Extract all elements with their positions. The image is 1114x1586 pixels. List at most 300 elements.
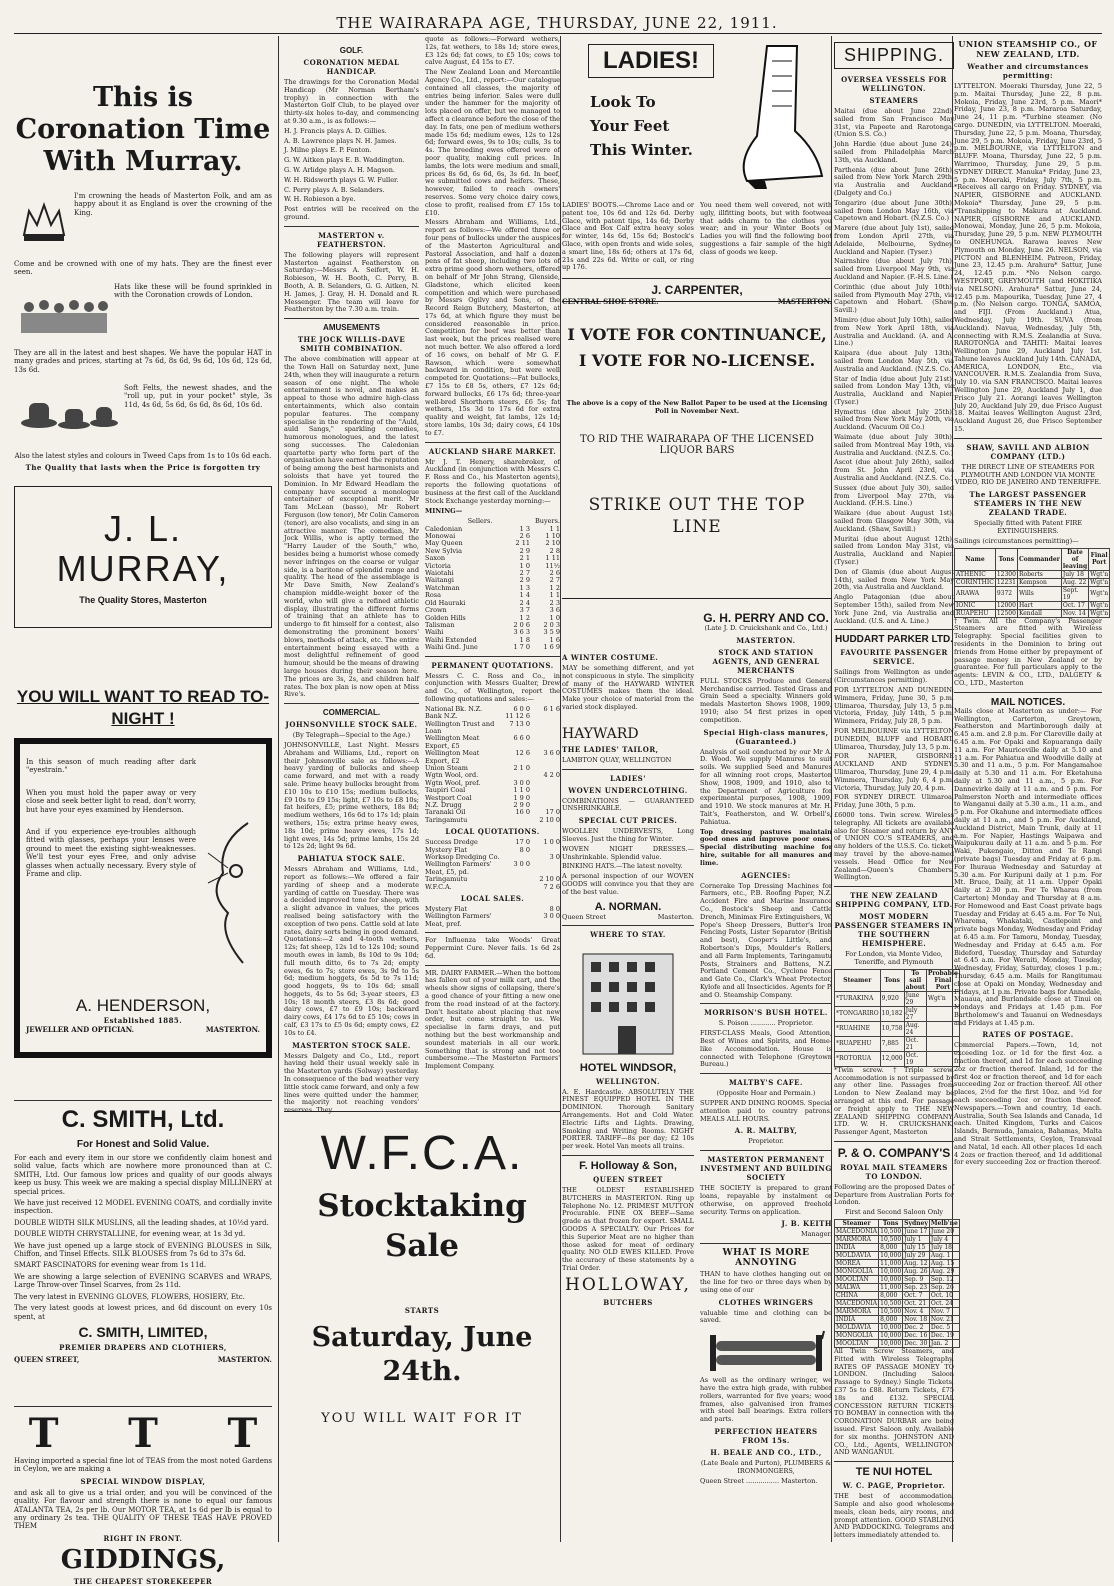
ssa-cell: 9372 bbox=[995, 586, 1017, 601]
henderson-ad bbox=[14, 686, 272, 1096]
mpi-heading: MASTERTON PERMANENT INVESTMENT AND BUILDING SOCIETY bbox=[700, 1155, 832, 1183]
ssa-cell: 12000 bbox=[996, 601, 1016, 609]
mining-name: Golden Hills bbox=[425, 613, 466, 622]
murray-text-4: They are all in the latest and best shapes. We have the popular HAT in many grades and prices, starting at 7s 6d, 8s 6d, 9s 6d, 10s 6d, 12s 6d, 13s 6d. bbox=[14, 348, 272, 374]
annoy-heading: WHAT IS MORE ANNOYING bbox=[722, 1248, 810, 1269]
ttt-text-2: SPECIAL WINDOW DISPLAY, bbox=[80, 1476, 206, 1486]
ssa-cell: 12300 bbox=[996, 570, 1016, 578]
ssa-cell: Wgt'n bbox=[1090, 578, 1109, 586]
nzs-cell: *RUAHINE bbox=[835, 1021, 881, 1036]
po-cell: Oct. 10 bbox=[929, 1292, 959, 1300]
ssa-column-header: Commander bbox=[1017, 548, 1061, 570]
huddart-text-6: £6000 tons. Twin screw. Wireless telegraphy. All tickets are available also for Steamer and return by ANY of UNION CO.'S STEAMERS, and any holders of the U.S.S. Co. tickets may travel by the above-named vessels. Head Office for New Zealand—Queen's Chambers, Wellington. bbox=[834, 810, 954, 882]
masthead: THE WAIRARAPA AGE, THURSDAY, JUNE 22, 1911. bbox=[336, 14, 778, 32]
ship-entry: Anglo Patagonian (due about September 15th), sailed from New York June 2nd, via Australia and Auckland. (U.S. and A. Line.) bbox=[834, 593, 954, 625]
holloway-footer: BUTCHERS bbox=[603, 1297, 653, 1307]
ssa-cell: RUAPEHU bbox=[955, 609, 996, 617]
permanent-heading: PERMANENT QUOTATIONS. bbox=[431, 660, 554, 670]
po-row bbox=[835, 1316, 960, 1324]
golf-text-1: The drawings for the Coronation Medal Handicap (Mr Norman Bertham's trophy) in connection with the Masterton Golf Club, to be played over thirty-six holes to-day, and commencing at 9.30 a.m., is as follows:— bbox=[284, 78, 419, 125]
mining-name: New Sylvia bbox=[425, 546, 462, 555]
tenui-heading: TE NUI HOTEL bbox=[855, 1466, 933, 1479]
smith-subtitle-2: PREMIER DRAPERS AND CLOTHIERS, bbox=[59, 1342, 227, 1352]
permanent-sellers: 11 12 6 bbox=[505, 712, 530, 721]
permanent-name: Taringamutu bbox=[425, 815, 468, 824]
smith-text-8: The very latest in EVENING GLOVES, FLOWERS, HOSIERY, Etc. bbox=[14, 1292, 245, 1301]
murray-text-1: I'm crowning the heads of Masterton Folk, and am as happy about it as England is over the crowning of the King. bbox=[74, 192, 272, 217]
po-row bbox=[835, 1332, 960, 1340]
permanent-name: N.Z. Drugg bbox=[425, 801, 462, 809]
stay-heading: WHERE TO STAY. bbox=[590, 929, 666, 939]
mining-buyers: 1 0 bbox=[549, 613, 560, 622]
mining-heading: MINING— bbox=[425, 507, 463, 516]
ssa-cell: ARAWA bbox=[955, 586, 996, 601]
annoy-text-1: THAN to have clothes hanging out on the line for two or three days when by using one of our bbox=[700, 1270, 832, 1294]
mining-col: Sellers. bbox=[467, 517, 493, 526]
mining-buyers: 2 3 bbox=[549, 598, 560, 607]
mining-row bbox=[425, 622, 560, 629]
tenui-subheading: W. C. PAGE, Proprietor. bbox=[842, 1481, 946, 1491]
smith-text-4: DOUBLE WIDTH CHRYSTALLINE, for evening wear, at 1s 3d yd. bbox=[14, 1230, 246, 1239]
holloway-text: THE OLDEST ESTABLISHED BUTCHERS in MASTERTON. Ring up Telephone No. 12. PRIMEST MUTTON Procurable. FINE OX BEEF—Same grade as that frozen for export. SMALL GOODS A SPECIALTY. Our Prices for this Superior Meat are no higher than those asked for meat of ordinary quality. NO OLD EWES KILLED. Prove the accuracy of these statements by a Trial Order. bbox=[562, 1185, 694, 1272]
local-sellers: 3 0 0 bbox=[513, 860, 530, 869]
mining-sellers: 2 11 bbox=[515, 539, 530, 548]
ship-entry: Tongariro (due about June 30th), sailed from London May 16th, via Capetown and Hobart. (N.Z.S. Co.) bbox=[834, 198, 954, 223]
ssa-row bbox=[955, 609, 1110, 617]
nzs-column-header: Probable Final Port bbox=[927, 969, 958, 991]
ssa-row bbox=[955, 570, 1110, 578]
nzs-row bbox=[835, 991, 960, 1006]
po-row bbox=[835, 1260, 960, 1268]
mining-name: Saxon bbox=[425, 554, 446, 563]
po-cell: Aug. 1 bbox=[929, 1252, 959, 1260]
ladies-line-2: Your Feet bbox=[590, 117, 670, 135]
permanent-sellers: 7 13 0 bbox=[509, 719, 530, 728]
mining-sellers: 1 4 bbox=[519, 591, 530, 600]
murray-ad bbox=[14, 82, 272, 656]
ssa-column-header: Date of leaving bbox=[1062, 548, 1088, 570]
permanent-row bbox=[425, 750, 560, 765]
po-cell: Dec. 2 bbox=[903, 1324, 930, 1332]
sales-buyers: 3 0 0 bbox=[543, 912, 560, 921]
vote-no-license: I VOTE FOR NO-LICENSE. bbox=[578, 351, 816, 370]
smith-text-5: We have just opened up a large stock of EVENING BLOUSES in Silk, Chiffon, and Tinsel Effects. SILK BLOUSES from 7s 6d to 37s 6d. bbox=[14, 1241, 272, 1259]
ssa-heading: SHAW, SAVILL AND ALBION COMPANY (LTD.) bbox=[966, 442, 1090, 461]
ssa-cell: Wgt'n bbox=[1090, 601, 1109, 609]
ttt-text-4: RIGHT IN FRONT. bbox=[103, 1533, 183, 1543]
ladies-headline: LADIES! bbox=[603, 47, 699, 74]
mining-sellers: 3 6 3 bbox=[513, 628, 530, 637]
ship-entry: Ascot (due about July 26th), sailed from St. John April 23rd, via Australia and Auckland. (N.Z.S. Co.) bbox=[834, 458, 954, 483]
norman-street: Queen Street bbox=[562, 912, 606, 921]
mining-name: Monowai bbox=[425, 532, 456, 541]
ssa-cell: 12231 bbox=[996, 578, 1016, 586]
permanent-buyers: 17 0 bbox=[545, 808, 560, 817]
ssa-cell: July 18 bbox=[1061, 570, 1088, 578]
woven-text-5: BINKING HATS.—The latest novelty. bbox=[562, 862, 683, 871]
mining-sellers: 2 9 bbox=[519, 576, 530, 585]
col3-right bbox=[700, 603, 832, 1487]
permanent-buyers bbox=[530, 721, 560, 736]
carpenter-name: J. CARPENTER, bbox=[651, 283, 743, 298]
ssa-cell: Wgt'n bbox=[1090, 570, 1109, 578]
po-cell: Aug. 12 bbox=[904, 1260, 928, 1268]
ssa-cell: CORINTHIC bbox=[956, 578, 994, 586]
smith-name: C. SMITH, Ltd. bbox=[61, 1106, 225, 1133]
perry-town: MASTERTON. bbox=[736, 635, 796, 645]
permanent-name: Wellington Meat Export, £5 bbox=[425, 734, 480, 750]
ladies-ad bbox=[562, 36, 832, 307]
mining-sellers: 2 4 bbox=[519, 598, 530, 607]
commercial-text-2: JOHNSONVILLE, Last Night. Messrs Abraham and Williams, Ltd., report on their Johnsonville sale as follows:—A heavy yarding of bullocks and sheep came forward, and met with a ready sale. Prime heavy bullocks brought from £10 10s to £10 15s; medium bullocks, £9 10s to £9 15s; light, £7 10s to £8 10s; fat heifers, £5; prime wethers, 18s 8d; medium wethers, 16s 6d to 17s 1d; plain wethers, 15s; extra prime heavy ewes, 18s 10d; prime heavy ewes, 17s 1d; light ewes, 14s 5d; prime lambs, 15s 2d to 12s 2d; light 9s 6d. bbox=[284, 740, 419, 851]
local-buyers: 1 0 0 bbox=[543, 838, 560, 847]
sales-name: Mystery Flat bbox=[425, 905, 468, 914]
nzs-cell: *ROTORUA bbox=[835, 1051, 881, 1066]
po-cell: MARMORA bbox=[835, 1308, 879, 1316]
po-cell: INDIA bbox=[835, 1244, 879, 1252]
permanent-sellers: 6 6 0 bbox=[513, 734, 530, 743]
permanent-buyers: 4 2 0 bbox=[543, 771, 560, 780]
mining-buyers: 2 10 bbox=[545, 539, 560, 548]
permanent-row bbox=[425, 721, 560, 736]
mining-sellers: 2 0 6 bbox=[513, 620, 530, 629]
market-text-3: Messrs Abraham and Williams, Ltd., report as follows:—We offered three or four pens of bullocks under the auspices of the Masterton Agricultural and Pastoral Association, and half a dozen pens of fat sheep, including two lots of extra prime good shorn wethers, offered on behalf of Mr John Strang, Glenside, Gladstone, which elicited keen competition and which were purchased by Messrs Ogilvy and Sons, of the Record Reign Butchery, Masterton, at 17s 6d, at which figure they must be considered reasonable in price. Competition for beef was better than last week, but the prices realised were not much better. We also offered a lord of 16 cows, on behalf of Mr G. F. Rawson, which were somewhat backward in condition, but were well competed for. Quotations:—Fat bullocks, £7 15s to £8 5s, others, £7 12s 6d; forward bullocks, £6 17s 6d; three-year well-bred Shorthorn steers, £6 5s; fat wethers, 15s 3d to 17s 6d for extra quality and weight, fat lambs, 12s 1d; store lambs, 10s 3d; dairy cows, £4 10s to £7. bbox=[425, 218, 560, 437]
hayward-name: HAYWARD bbox=[562, 725, 639, 742]
huddart-text-2: FOR LYTTELTON AND DUNEDIN: Wimmera, Friday, June 30, 5 p.m. Ulimaroa, Thursday, July 13, 5 p.m. Victoria, Friday, July 14th, 5 p.m. Wimmera, Friday, July 28, 5 p.m. bbox=[834, 686, 954, 726]
permanent-buyers: 3 6 0 bbox=[543, 749, 560, 758]
po-cell: June 17 bbox=[904, 1228, 928, 1236]
murray-text-6: Also the latest styles and colours in Tweed Caps from 1s to 10s 6d each. bbox=[14, 452, 272, 461]
ssa-cell: Kempson bbox=[1017, 578, 1061, 586]
steamers-label: STEAMERS bbox=[869, 96, 919, 105]
mining-name: Talisman bbox=[425, 620, 455, 629]
sales-buyers: 8 0 bbox=[549, 905, 560, 914]
po-cell: 10,500 bbox=[880, 1228, 902, 1236]
giddings-name: GIDDINGS, bbox=[60, 1544, 226, 1575]
po-cell: Aug. 26 bbox=[904, 1268, 928, 1276]
ssa-table bbox=[954, 548, 1110, 618]
po-cell: 8,000 bbox=[879, 1316, 903, 1324]
permanent-name: Wgtn Wool, ord. bbox=[425, 771, 479, 780]
permanent-name: Taupiri Coal bbox=[425, 786, 466, 795]
beale-name: H. BEALE AND CO., LTD., bbox=[710, 1448, 822, 1457]
po-row bbox=[835, 1244, 960, 1252]
po-cell: 10,500 bbox=[880, 1308, 902, 1316]
ship-list bbox=[834, 108, 954, 625]
ship-entry: John Hardie (due about June 24), sailed from Philadelphia March 13th, via Auckland. bbox=[834, 140, 954, 164]
huddart-subheading: FAVOURITE PASSENGER SERVICE. bbox=[840, 648, 948, 667]
murray-text-2: Come and be crowned with one of my hats. They are the finest ever seen. bbox=[14, 260, 272, 277]
smith-text-2: We have just received 12 MODEL EVENING COATS, and cordially invite inspection. bbox=[14, 1199, 272, 1216]
mining-row bbox=[425, 644, 560, 651]
ship-entry: Parthenia (due about June 26th), sailed from New York March 29th, via Australia and Auckland. (Dalgety and Co.) bbox=[834, 165, 954, 197]
local-row bbox=[425, 861, 560, 876]
woven-text-3: WOOLLEN UNDERVESTS, Long Sleeves. Just the thing for Winter. bbox=[562, 827, 694, 843]
usc-subheading: Weather and circumstances permitting: bbox=[967, 62, 1089, 80]
local-row bbox=[425, 884, 560, 891]
permanent-sellers: 3 0 0 bbox=[513, 778, 530, 787]
permanent-name: Union Steam bbox=[425, 763, 468, 772]
market-text-1: quote as follows:—Forward wethers, 12s, fat wethers, to 18s 1d; store ewes, £3 12s 6d; fat cows, to £5 10s; cows to calve August, £4 15s to £7. bbox=[425, 35, 560, 67]
rates-heading: RATES OF POSTAGE. bbox=[982, 1030, 1074, 1040]
golf-pairing: W. H. Robieson a bye. bbox=[284, 195, 356, 204]
po-cell: 10,000 bbox=[880, 1340, 902, 1348]
po-row bbox=[835, 1308, 960, 1316]
mining-sellers: 2 1 bbox=[519, 554, 530, 563]
mining-name: Crown bbox=[425, 606, 447, 615]
column-2 bbox=[284, 36, 560, 1542]
column-divider bbox=[560, 36, 561, 1542]
ssa-cell: Kendall bbox=[1017, 609, 1061, 617]
perry-subtitle: (Late J. D. Cruickshank and Co., Ltd.) bbox=[704, 624, 828, 632]
ship-entry: Star of India (due about July 21st), sailed from London May 13th, via Australia, Auckland and Napier. (Tyser.) bbox=[834, 374, 954, 406]
po-row bbox=[835, 1276, 960, 1284]
local-buyers: 7 2 6 bbox=[543, 882, 560, 891]
ship-entry: Hymettus (due about July 25th), sailed from New York May 20th, via Auckland. (Vacuum Oil Co.) bbox=[834, 407, 954, 432]
nzs-row bbox=[835, 1036, 960, 1051]
amusements-subheading: THE JOCK WILLIS-DAVE SMITH COMBINATION. bbox=[297, 335, 406, 354]
mining-buyers: 2 0 3 bbox=[543, 620, 560, 629]
henderson-text-1: In this season of much reading after dark "eyestrain." bbox=[26, 758, 196, 775]
mining-buyers: 3 5 9 bbox=[543, 628, 560, 637]
po-table bbox=[834, 1219, 960, 1348]
holloway-big: HOLLOWAY, bbox=[565, 1274, 691, 1295]
commercial-subheading-2: PAHIATUA STOCK SALE. bbox=[297, 854, 406, 864]
eye-face-illustration bbox=[196, 808, 260, 988]
hayward-subtitle: THE LADIES' TAILOR, bbox=[562, 744, 659, 754]
perry-subtitle-2: STOCK AND STATION AGENTS, AND GENERAL MERCHANTS bbox=[712, 647, 820, 675]
mining-name: Watchman bbox=[425, 583, 460, 592]
wfca-title: W.F.C.A. bbox=[320, 1127, 524, 1180]
local-name: W.F.C.A. bbox=[425, 882, 452, 891]
mining-row bbox=[425, 585, 560, 592]
ship-entry: Waimate (due about July 30th), sailed from Montreal May 19th, via Australia and Auckland. (N.Z.S. Co.) bbox=[834, 433, 954, 457]
nzs-row bbox=[835, 1051, 960, 1066]
huddart-heading: HUDDART PARKER LTD. bbox=[835, 634, 953, 646]
mining-name: Waihi Extended bbox=[425, 635, 477, 644]
po-row bbox=[835, 1300, 960, 1308]
permanent-sellers: 1 9 0 bbox=[513, 793, 530, 802]
morrison-subtitle: S. Poison ............ Proprietor. bbox=[718, 1019, 814, 1028]
permanent-sellers: 16 0 bbox=[515, 808, 530, 817]
local-sellers bbox=[500, 876, 530, 883]
po-cell: CHINA bbox=[835, 1292, 879, 1300]
smith-subtitle: For Honest and Solid Value. bbox=[76, 1139, 210, 1150]
ssa-cell: Nov. 14 bbox=[1061, 609, 1088, 617]
po-row bbox=[835, 1252, 960, 1260]
permanent-buyers bbox=[530, 735, 560, 750]
mining-table bbox=[425, 518, 560, 651]
po-cell: MALWA bbox=[835, 1284, 879, 1292]
ssa-cell: Sept. 19 bbox=[1061, 586, 1088, 601]
po-cell: Oct. 21 bbox=[903, 1300, 930, 1308]
mining-sellers: 3 7 bbox=[519, 606, 530, 615]
huddart-text-5: FOR SYDNEY DIRECT. Ulimaroa, Friday, June 30th, 5 p.m. bbox=[834, 793, 954, 810]
nzs-column-header: Steamer bbox=[835, 969, 881, 991]
ssa-row bbox=[955, 578, 1110, 586]
po-cell: 10,000 bbox=[880, 1268, 902, 1276]
woven-heading: LADIES' bbox=[610, 773, 646, 783]
po-column-header: Melb'ne bbox=[930, 1220, 958, 1228]
mining-sellers: 1 8 bbox=[519, 635, 530, 644]
po-cell: MOLDAVIA bbox=[835, 1252, 879, 1260]
usc-heading: UNION STEAMSHIP CO., OF NEW ZEALAND, LTD. bbox=[958, 39, 1098, 59]
commercial-heading: COMMERCIAL. bbox=[322, 708, 381, 718]
boot-illustration bbox=[722, 36, 832, 196]
ladies-text-2: You need them well covered, not with ugly, illfitting boots, but with footwear that adds charm to the clothes you wear; and in your Winter Boots or Ladies you will find the following boot suggestions a fair sample of the high class of goods we keep. bbox=[700, 201, 832, 256]
mining-sellers: 1 3 bbox=[519, 524, 530, 533]
permanent-buyers bbox=[530, 787, 560, 794]
permanent-table bbox=[425, 706, 560, 825]
mining-name: Waihi bbox=[425, 628, 444, 637]
po-row bbox=[835, 1284, 960, 1292]
maltby-subtitle: (Opposite Hoar and Permain.) bbox=[716, 1089, 816, 1098]
po-cell: Sep. 23 bbox=[903, 1284, 930, 1292]
permanent-sellers: 2 1 0 bbox=[513, 763, 530, 772]
mining-buyers: 1 6 bbox=[549, 635, 560, 644]
mail-heading: MAIL NOTICES. bbox=[990, 696, 1066, 708]
norman-town: Masterton. bbox=[657, 912, 694, 921]
nzs-cell: *RUAPEHU bbox=[835, 1036, 881, 1051]
huddart-text-1: Sailings from Wellington as under (Circumstances permitting). bbox=[834, 668, 954, 685]
rates-text: Commercial Papers.—Town, 1d, not exceeding 1oz. or 1d for the first 4oz. a fraction thereof, and 1d for each succeeding 2oz or fraction thereof. Inland, 1d for the first 4oz or fraction thereof, and 1d for each succeeding 2oz or fraction thereof. All other places, 2½d for the first 10oz. and ½d for each succeeding 2oz or fraction thereof. Newspapers.—Town and country, 1d each. Australia, South Sea Islands and Canada, 1d each. United Kingdom, Turks and Caicos Islands, Bermuda, Jamaica, Bahamas, Malta and Strait Settlements, Ceylon, Transvaal and Natal, 1d each. All other places 1d each 4 2ozs or fraction thereof, and 1d additional for every succeeding 2oz or fraction thereof. bbox=[954, 1041, 1102, 1167]
po-cell: Aug. 29 bbox=[929, 1268, 959, 1276]
po-cell: MARMORA bbox=[835, 1236, 879, 1244]
nzs-column-header: To sail about bbox=[905, 969, 925, 991]
ladies-text-1: LADIES' BOOTS.—Chrome Lace and or patent toe, 10s 6d and 12s 6d. Derby Glace, with patent tips, 14s 6d; Derby Glace and Box Calf extra heavy soles for winter, 14s 6d, 15s 6d; Bostock's Glace, with open fronts and wide soles, a smart line, 18s 6d; others at 17s 6d, 21s and 22s 6d. Write or call, or ring up 176. bbox=[562, 201, 694, 272]
nzs-header bbox=[835, 969, 960, 991]
po-cell: 8,000 bbox=[879, 1292, 903, 1300]
mining-row bbox=[425, 548, 560, 555]
murray-text-5: Soft Felts, the newest shades, and the "roll up, put in your pocket" style, 3s 11d, 4s 6d, 5s 6d, 6s 6d, 8s 6d, 10s 6d. bbox=[124, 384, 272, 409]
golf-text-2: Post entries will be received on the ground. bbox=[284, 205, 419, 221]
huddart-text-4: FOR NAPIER, GISBORNE AUCKLAND AND SYDNEY. Ulimaroa, Thursday, June 29, 4 p.m. Wimmera, Thursday, July 6, 4 p.m. Victoria, Thursday, July 20, 4 p.m. bbox=[834, 752, 954, 792]
po-cell: 10,000 bbox=[880, 1324, 902, 1332]
nzs-column-header: Tons bbox=[880, 969, 904, 991]
annoy-text-2: CLOTHES WRINGERS bbox=[718, 1297, 814, 1307]
golf-subheading-2: MASTERTON v. FEATHERSTON. bbox=[316, 230, 387, 249]
po-cell: INDIA bbox=[835, 1316, 879, 1324]
sales-row bbox=[425, 913, 560, 928]
po-cell: 10,000 bbox=[880, 1276, 902, 1284]
nzs-cell: June 29 bbox=[904, 991, 926, 1006]
permanent-sellers: 2 9 0 bbox=[513, 801, 530, 809]
mining-sellers: 1 3 bbox=[519, 583, 530, 592]
usc-text: LYTTELTON. Moeraki Thursday, June 22, 5 p.m. Maitai Thursday, June 22, 8 p.m. Mokoia, Friday, June 23rd, 5 p.m. Maori* Friday, June 23, 8 p.m. Mararoa Saturday, June 24, 11 p.m. *Turbine steamer. (No cargo. DUNEDIN, via LYTTELTON. Moeraki, Thursday, June 22, 5 p.m. Moana, Thursday, June 29, 5 p.m. Mokoia, Friday, June 23rd, 5 p.m. MELBOURNE, via LYTTELTON and BLUFF. Moana, Thursday, June 22, 5 p.m. Warrimoo, Thursday, June 29, 5 p.m. SYDNEY DIRECT. Manuka* Friday, June 23, 5 p.m. Moeraki, Friday, July 7th, 5 p.m. *Receives all cargo on Friday. SYDNEY, via NAPIER, GISBORNE and AUCKLAND. Mokoia* Thursday, June 29, 5 p.m. *Transhipping to Makura at Auckland. NAPIER, GISBORNE and AUCKLAND. Monowai, Monday, June 26, 5 p.m. Mokoia, Thursday, June 29, 5 p.m. NEW PLYMOUTH to ONEHUNGA. Rarawa leaves New Plymouth on Monday, June 26. NELSON, via PICTON and BLENHEIM. Patreon, Friday, June 23, 12.45 p.m. Arahura* Sattur, June 24, 12.45 p.m. *No Nelson cargo. WESTPORT, GREYMOUTH (and HOKITIKA via NELSON). Arahura* Sattur, June 24, 12.45 p.m. Mapourika, Tuesday, June 27, 4 p.m. (No Nelson cargo. TONGA, SAMOA, and FIJI. (From Auckland.) Atua, Wednesday, July 19th. SUVA (from Auckland). Navua, Wednesday, July 5th, connecting with R.M.S. Zealandia at Suva. RAROTONGA and TAHITI: Maitai leaves Wellington June 29, Auckland July 1st. Tahune leaves Auckland July 14th. CANADA, AMERICA, LONDON, Etc., via VANCOUVER. R.M.S. Zealandia from Suva, July 10. via SAN FRANCISCO. Maitai leaves Wellington June 29, Auckland July 1, due Frisco July 21. Aorangi leaves Wellington July 20, Auckland July 29, due Frisco August 18. Maitai leaves Wellington August 23rd, Auckland August 26, due Frisco September 15. bbox=[954, 82, 1102, 434]
perry-text-5: Cornerake Top Dressing Machines for Farmers, etc., P.B. Roofing Paper, N.Z. Accident Fire and Marine Insurance Co., Bostock's Sheep and Cattle Drench, Minimax Fire Extinguishers, W. Pope's Sheep Dressers, Butter's Iron Fencing Posts, Lister Separator (British and best), Cooper's Little's, and Robertson's Dips, Moulder's Rollers, and all Farm Implements, Taringamutu Posts, Strainers and Battens, N.Z. Portland Cement Co., Cyclone Fence and Gate Co., Clark's Wheat Protector, Kylofe and all Insecticides. Agents for P. and O. Steamship Company. bbox=[700, 881, 832, 999]
sales-sellers bbox=[500, 913, 530, 928]
license-ad bbox=[562, 301, 832, 598]
ssa-row bbox=[955, 601, 1110, 609]
po-cell: MACEDONIA bbox=[836, 1228, 878, 1236]
ship-entry: Muritai (due about August 12th), sailed from London May 31st, via Australia, Auckland and Napier. (Tyser.) bbox=[834, 534, 954, 567]
ssa-cell: Wgt'n bbox=[1089, 586, 1110, 601]
po-column-header: Tons bbox=[879, 1220, 903, 1228]
mining-buyers: 1 6 9 bbox=[543, 643, 560, 652]
po-cell: June 20 bbox=[929, 1228, 959, 1236]
mining-sellers: 1 7 0 bbox=[513, 643, 530, 652]
mpi-name: J. B. KEITH bbox=[781, 1219, 832, 1229]
smith-town: MASTERTON. bbox=[217, 1354, 272, 1364]
po-text-2: First and Second Saloon Only bbox=[844, 1208, 944, 1217]
po-cell: 8,000 bbox=[879, 1244, 903, 1252]
smith-name-2: C. SMITH, LIMITED, bbox=[78, 1323, 208, 1340]
smith-text-9: The very latest goods at lowest prices, and 6d discount on every 10s spent, at bbox=[14, 1304, 272, 1321]
beale-town: Queen Street ................ Masterton. bbox=[700, 1476, 818, 1485]
po-cell: 11,000 bbox=[880, 1260, 902, 1268]
rid-line: TO RID THE WAIRARAPA OF THE LICENSED LIQUOR BARS bbox=[580, 433, 814, 456]
woven-text-6: A personal inspection of our WOVEN GOODS will convince you that they are of the best value. bbox=[562, 872, 694, 896]
col3-left bbox=[562, 603, 694, 1487]
maltby-heading: MALTBY'S CAFE. bbox=[729, 1078, 803, 1088]
column-divider bbox=[278, 36, 279, 1542]
morrison-text: FIRST-CLASS Meals, Good Attention, Best of Wines and Spirits, and Home-like Accommodation. House is connected with Telephone (Greytown Bureau.) bbox=[700, 1029, 832, 1069]
hats-illustration bbox=[14, 384, 124, 440]
nzs-cell: 10,758 bbox=[880, 1021, 904, 1036]
influenza-notice: For Influenza take Woods' Great Peppermint Cure. Never fails. 1s 6d 2s 6d. bbox=[425, 936, 560, 960]
mining-buyers: 3 6 bbox=[549, 606, 560, 615]
po-cell: Oct. 7 bbox=[903, 1292, 930, 1300]
carpenter-subtitle: CENTRAL SHOE STORE. bbox=[562, 297, 659, 307]
permanent-name: National Bk. N.Z. bbox=[425, 704, 483, 713]
po-text-3: All Twin Screw Steamers, and Fitted with Wireless Telegraphy. RATES OF PASSAGE MONEY TO LONDON. (Including Saloon Passage to Sydney.) Single Tickets, £37 5s to £88. Return Tickets, £75 18s and £132. SPECIAL CONCESSION RETURN TICKETS TO BOMBAY in connection with the CORONATION DURBAR are being issued. First Saloon only. Available for six months. JOHNSTON AND CO., Ltd., Agents, WELLINGTON AND WANGANUI. bbox=[834, 1347, 954, 1457]
ship-entry: Nairnshire (due about July 7th), sailed from Liverpool May 9th, via Auckland and Napier. (F.-H.S. Line.) bbox=[834, 257, 954, 281]
permanent-text: Messrs C. C. Ross and Co., in conjunction with Messrs Gualter, Drew and Co., of Wellington, report the following quotations and sales:— bbox=[425, 671, 560, 703]
nzs-cell: Wgt'n bbox=[926, 991, 959, 1006]
woven-text-1: COMBINATIONS — GUARANTEED UNSHRINKABLE. bbox=[562, 796, 694, 813]
mining-sellers: 1 2 bbox=[519, 613, 530, 622]
po-row bbox=[835, 1292, 960, 1300]
ladies-line-3: This Winter. bbox=[590, 141, 693, 159]
ssa-cell: Hart bbox=[1017, 601, 1061, 609]
po-cell: Nov. 18 bbox=[903, 1316, 930, 1324]
murray-name: J. L. MURRAY, bbox=[56, 508, 230, 590]
mining-name: Waihi Gnd. June bbox=[425, 643, 478, 652]
holloway-subtitle: QUEEN STREET bbox=[593, 1174, 663, 1184]
po-cell: 10,500 bbox=[880, 1300, 902, 1308]
woven-text-2: SPECIAL CUT PRICES. bbox=[578, 816, 678, 826]
henderson-text-3: And if you experience eye-troubles although fitted with glasses, perhaps your lenses were ground to meet the existing sight-weaknesses. We'll test your eyes Free, and only advise glasses when actually necessary. Every style of Frame and clip. bbox=[26, 828, 196, 879]
sales-sellers bbox=[500, 906, 530, 913]
po-header bbox=[835, 1220, 960, 1228]
local-sellers bbox=[500, 884, 530, 891]
nzs-cell: 7,885 bbox=[880, 1036, 904, 1051]
ssa-cell: 12500 bbox=[996, 609, 1016, 617]
po-cell: Nov. 4 bbox=[903, 1308, 930, 1316]
po-row bbox=[835, 1324, 960, 1332]
annoy-text-4: As well as the ordinary wringer, we have the extra high grade, with rubber rollers, warranted for five years; wood frames, also galvanised iron frames with steel ball bearings. Extra rollers and parts. bbox=[700, 1376, 832, 1424]
shipping-subheading: OVERSEA VESSELS FOR WELLINGTON. bbox=[841, 75, 947, 93]
ssa-text-2: Specially fitted with Patent FIRE EXTINGUISHERS. bbox=[973, 519, 1083, 536]
permanent-name: Taranaki Oil bbox=[425, 808, 466, 817]
hayward-town: LAMBTON QUAY, WELLINGTON bbox=[562, 755, 672, 764]
ssa-column-header: Name bbox=[955, 548, 996, 570]
smith-text-7: We are showing a large selection of EVENING SCARVES and WRAPS, Large Throw-over Tinsel Scarves, from 2s 11d. bbox=[14, 1272, 272, 1290]
commercial-subheading-3: MASTERTON STOCK SALE. bbox=[292, 1040, 411, 1050]
tenui-text: THE best of accommodation, Sample and also good wholesome meals, clean beds, airy rooms, and prompt attention. GOOD STABLING AND PADDOCKING. Telegrams and letters immediately attended to. bbox=[834, 1492, 954, 1540]
po-cell: 10,000 bbox=[880, 1332, 902, 1340]
perry-name: G. H. PERRY AND CO. bbox=[703, 611, 829, 625]
starts-label: STARTS bbox=[404, 1306, 440, 1315]
nzs-cell: Oct. 19 bbox=[904, 1051, 926, 1066]
nzs-cell: Oct. 21 bbox=[904, 1036, 926, 1051]
commercial-text-3: Messrs Abraham and Williams, Ltd., report as follows:—We offered a fair yarding of sheep and a moderate yarding of cattle on Tuesday. There was a decided improved tone for sheep, with a slight advance in values, the prices realised being satisfactory with the exception of two pens. Cattle sold at late rates, dairy sorts being in good demand. Quotations:—2 and 4-tooth wethers, 12s; fat sheep, 12s 1d to 12s 10d; sound mouth ewes in lamb, 8s 10d to 9s 10d; full mouth ditto, 6s to 7s 2d; empty ewes, 6s to 7s; store ewes, 3s 9d to 5s 6d; medium hoggets, 6s 5d to 7s 11d; good hoggets, 9s to 10s 6d; small hoggets, 4s to 5s 6d; 3-year steers, £3 10s; 18 month steers, £3 8s 6d; good dairy cows, £7 to £9 10s; backward dairy cows, £4 17s 6d to £5 10s; cows in calf, £3 17s to £5 0s 6d; empty cows, £2 10s to £4. bbox=[284, 865, 419, 1037]
ttt-text-1: Having imported a special fine lot of TEAS from the most noted Gardens in Ceylon, we are making a bbox=[14, 1457, 273, 1474]
po-cell: MONGOLIA bbox=[835, 1332, 879, 1340]
permanent-buyers bbox=[530, 795, 560, 802]
giddings-subtitle: THE CHEAPEST STOREKEEPER bbox=[73, 1576, 213, 1586]
po-cell: 11,000 bbox=[880, 1284, 902, 1292]
